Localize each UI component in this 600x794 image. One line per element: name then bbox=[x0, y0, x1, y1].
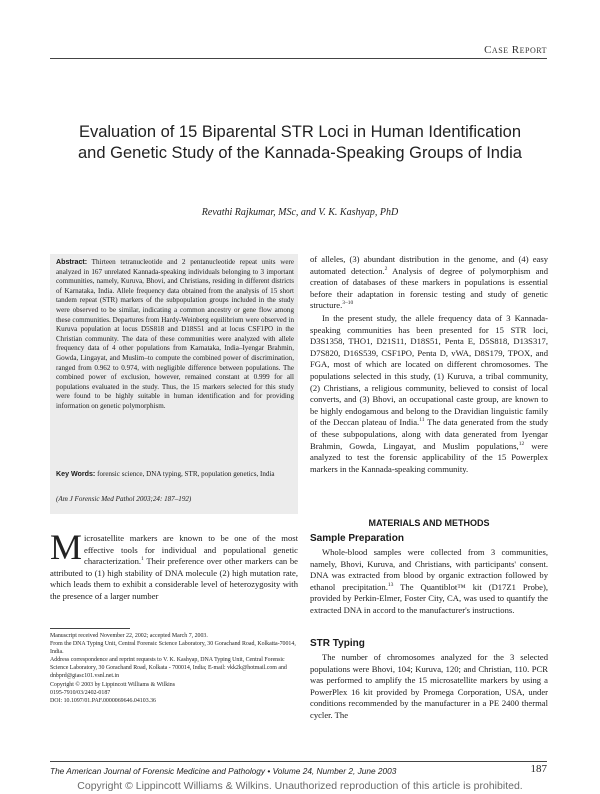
citation: (Am J Forensic Med Pathol 2003;24: 187–192) bbox=[56, 495, 192, 503]
drop-cap: M bbox=[50, 527, 83, 567]
footnote-received: Manuscript received November 22, 2002; accepted March 7, 2003. bbox=[50, 633, 208, 639]
intro-text: icrosatellite markers are known to be one of the most effective tools for individual and populational genetic characterization. bbox=[84, 533, 298, 567]
footnote-copyright: Copyright © 2003 by Lippincott Williams & Wilkins bbox=[50, 681, 176, 688]
right-paragraph-1 bbox=[310, 254, 548, 312]
header-divider bbox=[50, 58, 547, 59]
para1-text: of alleles, (3) abundant distribution in the genome, and (4) easy automated detection. bbox=[310, 254, 548, 276]
methods-heading: MATERIALS AND METHODS bbox=[368, 518, 490, 528]
para2-text-continued: The data generated from the study of these subpopulations, along with data generated from Iyengar Brahmin, Gowda, Lingayat, and Muslim populations, bbox=[310, 417, 549, 451]
keywords bbox=[56, 470, 294, 480]
sample-text-continued: The Quantiblot™ kit (D17Z1 Probe), provided by Perkin-Elmer, Foster City, CA, was used to quantify the extracted DNA in accord to the manufacturer's instructions. bbox=[310, 581, 548, 615]
keywords-label: Key Words: bbox=[56, 470, 96, 478]
str-typing-heading: STR Typing bbox=[310, 638, 365, 649]
str-typing-text: The number of chromosomes analyzed for the 3 selected populations were Bhovi, 104; Kuruva, 120; and Christian, 110. PCR was performed to amplify the 15 microsatellite markers by using a PowerPlex 16 kit provided by Promega Corporation, USA, under conditions recommended by the manufacturer in a PE 2400 thermal cycler. The bbox=[310, 652, 548, 720]
para2-text-end: were analyzed to test the forensic applicability of the 15 Powerplex markers in the Kannada-speaking community. bbox=[310, 440, 548, 474]
para1-text-continued: Analysis of degree of polymorphism and creation of databases of these markers in populations is essential before their adaptation in forensic testing and study of genetic structure. bbox=[310, 265, 549, 311]
reference-marker: 13 bbox=[387, 581, 394, 588]
abstract-text: Thirteen tetranucleotide and 2 pentanucleotide repeat units were analyzed in 167 unrelated Kannada-speaking individuals belonging to 3 important communities, namely, Kuruva, Bhovi, and Christians, residing in different districts of Karnataka, India. Allele frequency data obtained from the analysis of 15 short tandem repeat (STR) markers of the subpopulation groups included in the study were observed to be similar, indicating a common ancestry or gene flow among these communities. Departures from Hardy-Weinberg equilibrium were observed in Kuruva population at locus D5S818 and D18S51 and at locus CSF1PO in the Christian community. The data of these communities were analyzed with allele frequency data of 4 other populations from Karnataka, India–Iyengar Brahmin, Gowda, Lingayat, and Muslim–to compute the combined power of discrimination, ranged from 0.962 to 0.974, with negligible difference between populations. The combined power of exclusion, however, remained constant at 0.999 for all populations evaluated in the study. Thus, the 15 markers selected for this study were found to be highly suitable in human identification and for providing information on genetic polymorphism. bbox=[56, 258, 294, 410]
page-number: 187 bbox=[530, 763, 547, 775]
journal-footer: The American Journal of Forensic Medicine and Pathology • Volume 24, Number 2, June 2003 bbox=[50, 766, 397, 776]
reference-marker: 11 bbox=[419, 417, 425, 424]
intro-text-continued: Their preference over other markers can be attributed to (1) high stability of DNA molecule (2) high mutation rate, which leads them to exhibit a considerable level of heterozygosity with the presence of a larger number bbox=[50, 556, 298, 601]
abstract-label: Abstract: bbox=[56, 258, 88, 266]
sample-preparation-text bbox=[310, 547, 548, 617]
reference-marker: 12 bbox=[518, 440, 525, 447]
sample-preparation-heading: Sample Preparation bbox=[310, 533, 404, 544]
abstract bbox=[56, 258, 294, 412]
copyright-notice: Copyright © Lippincott Williams & Wilkins. Unauthorized reproduction of this article is prohibited. bbox=[77, 780, 523, 792]
sample-text: Whole-blood samples were collected from 3 communities, namely, Bhovi, Kuruva, and Christians, with participants' consent. DNA was extracted from blood by organic extraction followed by ethanol precipitation. bbox=[310, 547, 548, 592]
article-title: Evaluation of 15 Biparental STR Loci in Human Identification and Genetic Study of the Kannada-Speaking Groups of India bbox=[78, 123, 522, 162]
footnotes bbox=[50, 632, 302, 705]
reference-marker: 1 bbox=[141, 556, 144, 563]
footnote-divider bbox=[50, 628, 130, 629]
footnote-doi: DOI: 10.1097/01.PAF.0000069646.04103.36 bbox=[50, 697, 157, 704]
right-paragraph-2 bbox=[310, 313, 548, 475]
reference-marker: 3–10 bbox=[342, 300, 354, 307]
reference-marker: 2 bbox=[384, 265, 388, 272]
footer-divider bbox=[50, 761, 547, 762]
keywords-text: forensic science, DNA typing, STR, population genetics, India bbox=[97, 470, 275, 478]
footnote-issn: 0195-7910/03/2402-0187 bbox=[50, 689, 111, 696]
introduction-paragraph bbox=[50, 527, 298, 603]
para2-text: In the present study, the allele frequency data of 3 Kannada-speaking communities has been presented for 15 STR loci, D3S1358, THO1, D21S11, D18S51, Penta E, D5S818, D13S317, D7S820, D16S539, CSF1PO, Penta D, vWA, D8S179, TPOX, and FGA, most of which are located on different chromosomes. The populations selected in this study, (1) Kuruva, a tribal community, (2) Christians, a religious community, believed to consist of local converts, and (3) Bhovi, an occupational caste group, are known to be highly endogamous and belong to the Dravidian linguistic family of the Deccan plateau of India. bbox=[310, 313, 548, 428]
footnote-correspondence: Address correspondence and reprint requests to V. K. Kashyap, DNA Typing Unit, Central Forensic Science Laboratory, 30 Gorachand Road, Kolkata - 700014, India; E-mail: vkk2k@hotmail.com and dnbprd@giasc101.vsnl.net.in bbox=[50, 657, 287, 680]
section-label: Case Report bbox=[484, 44, 547, 56]
footnote-affiliation: From the DNA Typing Unit, Central Forensic Science Laboratory, 30 Gorachand Road, Kolkatta-70014, India. bbox=[50, 641, 296, 656]
article-authors: Revathi Rajkumar, MSc, and V. K. Kashyap, PhD bbox=[201, 207, 399, 218]
